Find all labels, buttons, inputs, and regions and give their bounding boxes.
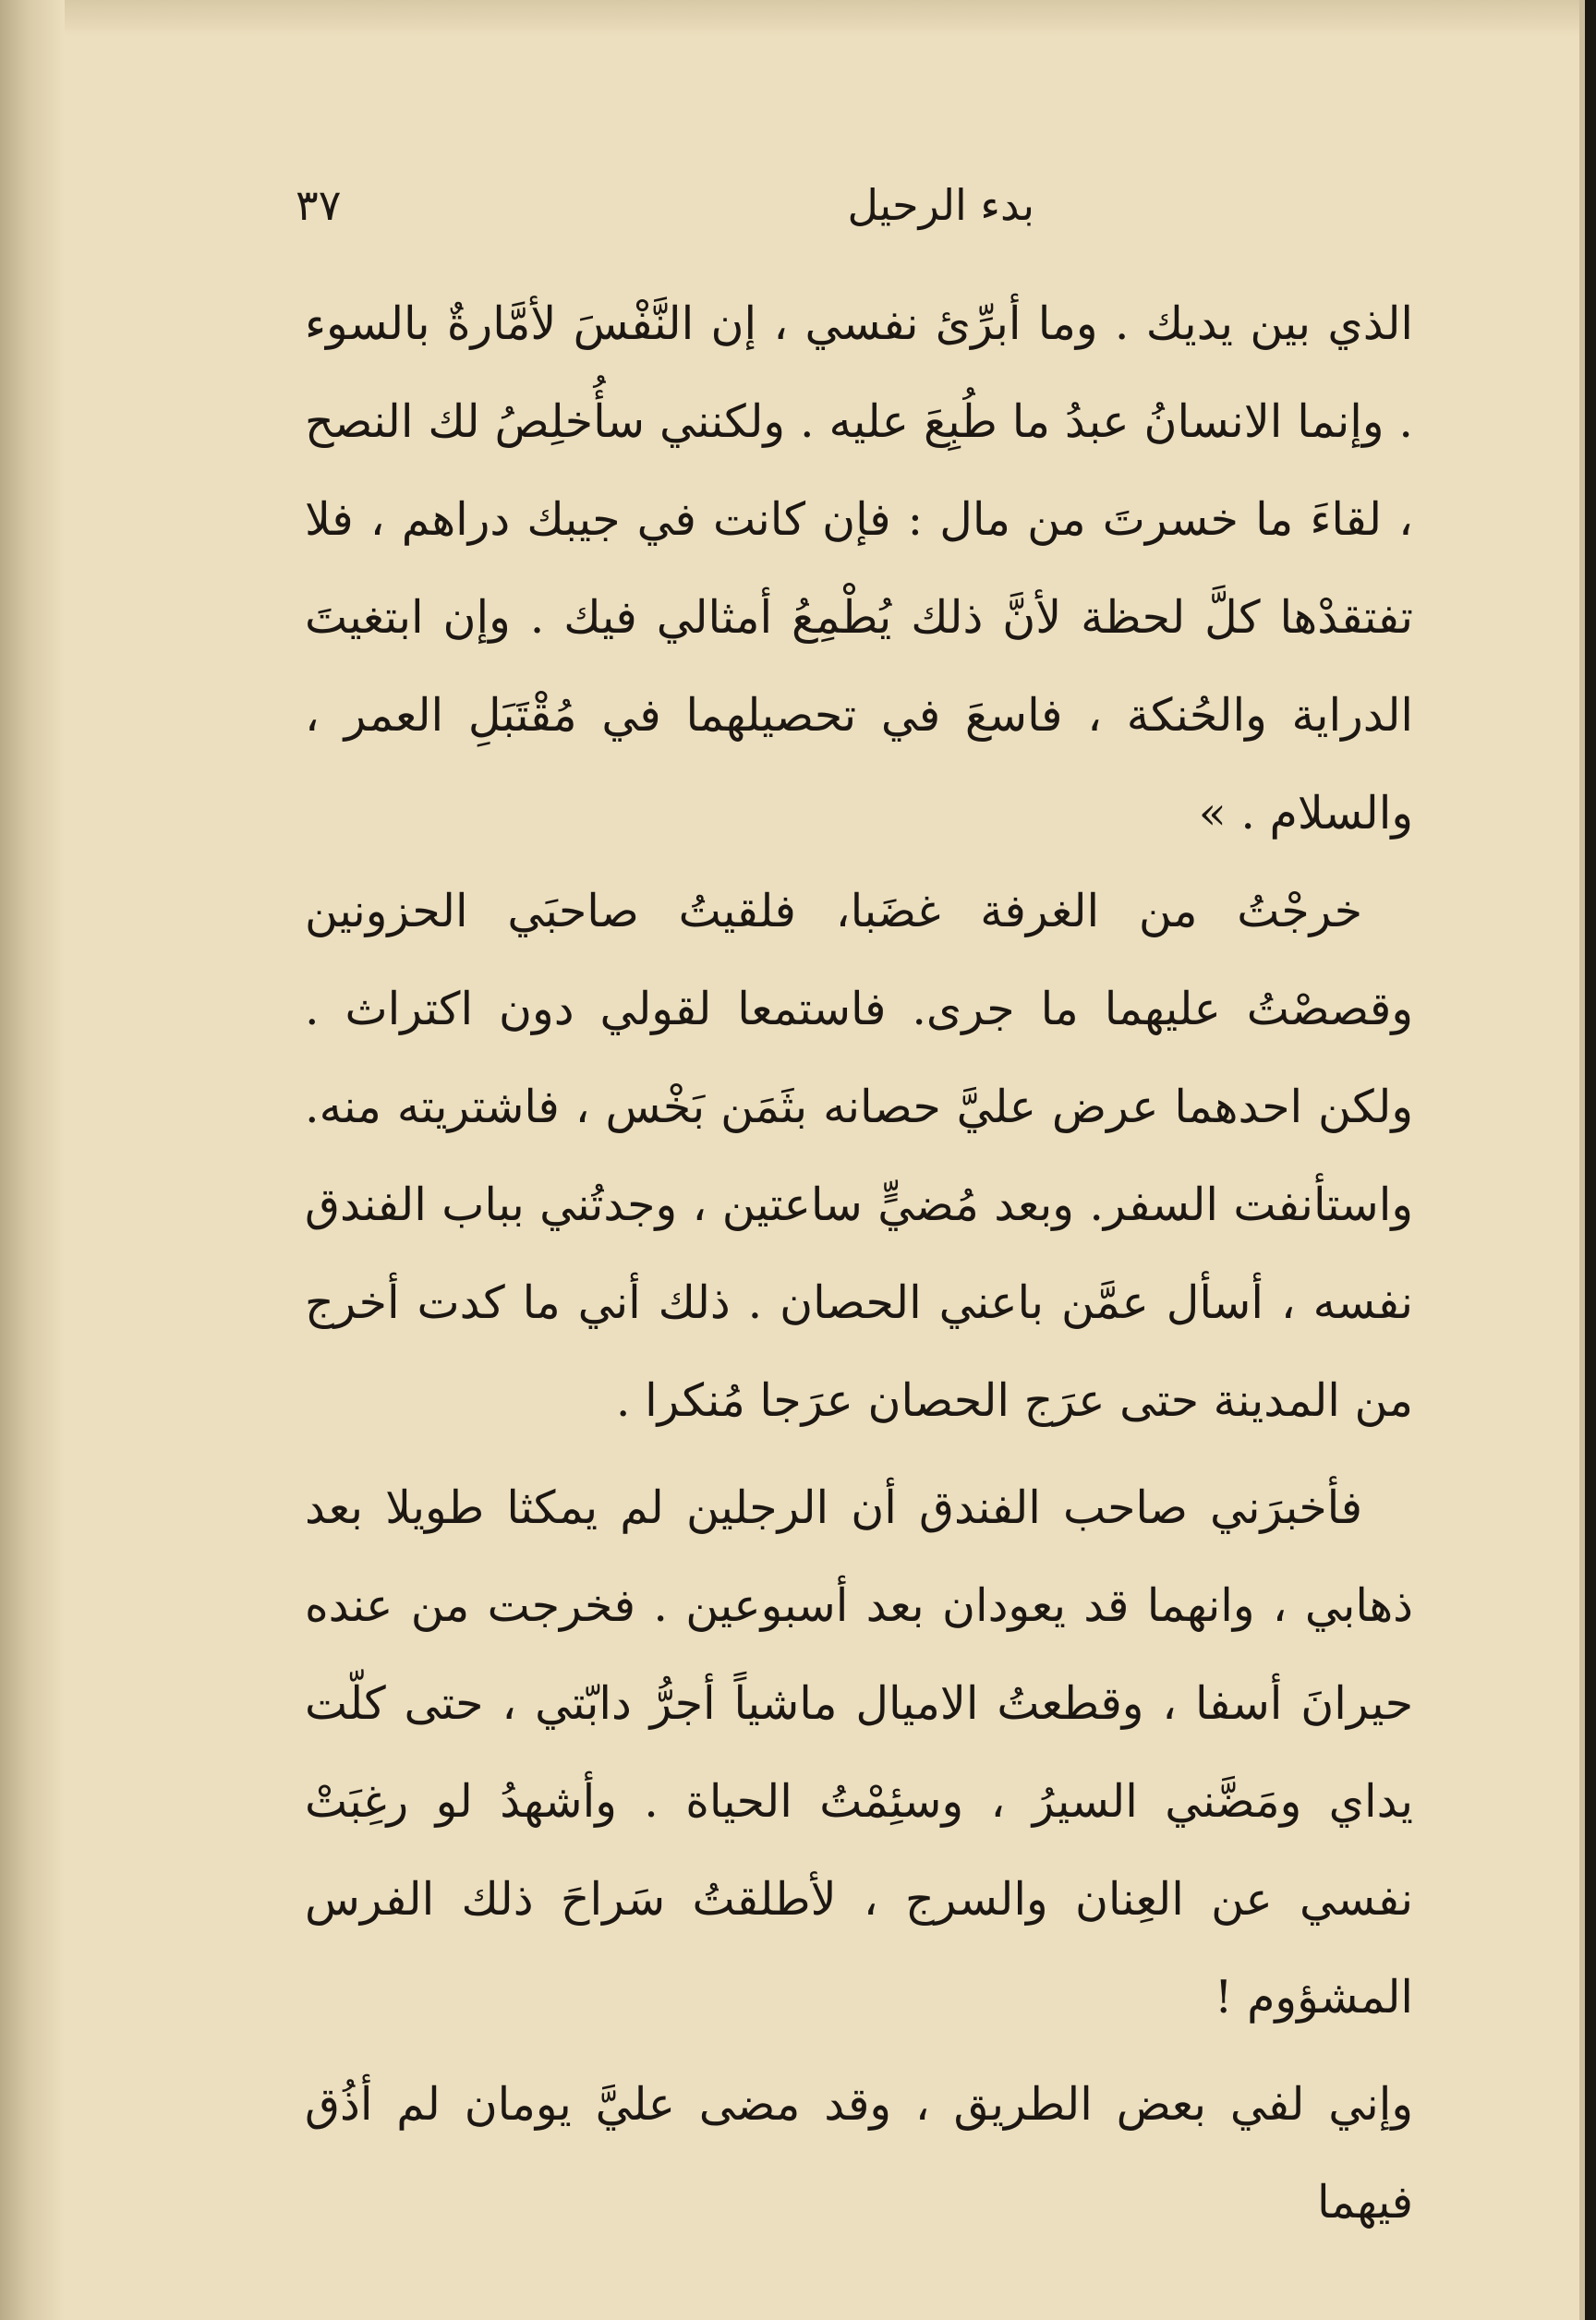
page-number: ٣٧ — [296, 180, 342, 230]
page-border — [1585, 0, 1596, 2320]
page-header — [296, 180, 1422, 245]
paragraph: فأخبرَني صاحب الفندق أن الرجلين لم يمكثا طويلا بعد ذهابي ، وانهما قد يعودان بعد أسبوعين . فخرجت من عنده حيرانَ أسفا ، وقطعتُ الاميال ماشياً أجرُّ دابّتي ، حتى كلّت يداي ومَضَّني السيرُ ، وسئِمْتُ الحياة . وأشهدُ لو رغِبَتْ نفسي عن العِنان والسرج ، لأطلقتُ سَراحَ ذلك الفرس المشؤوم ! — [305, 1481, 1413, 2024]
paragraph: الذي بين يديك . وما أبرِّئ نفسي ، إن النَّفْسَ لأمَّارةٌ بالسوء . وإنما الانسانُ عبدُ ما طُبِعَ عليه . ولكنني سأُخلِصُ لك النصح ، لقاءَ ما خسرتَ من مال : فإن كانت في جيبك دراهم ، فلا تفتقدْها كلَّ لحظة لأنَّ ذلك يُطْمِعُ أمثالي فيك . وإن ابتغيتَ الدراية والحُنكة ، فاسعَ في تحصيلهما في مُقْتَبَلِ العمر ، والسلام . » — [305, 297, 1413, 840]
page-top-shadow — [0, 0, 1596, 37]
paragraph: خرجْتُ من الغرفة غضَبا، فلقيتُ صاحبَي الحزونين وقصصْتُ عليهما ما جرى. فاستمعا لقولي دون اكتراث . ولكن احدهما عرض عليَّ حصانه بثَمَن بَخْس ، فاشتريته منه. واستأنفت السفر. وبعد مُضيٍّ ساعتين ، وجدتُني بباب الفندق نفسه ، أسأل عمَّن باعني الحصان . ذلك أني ما كدت أخرج من المدينة حتى عرَج الحصان عرَجا مُنكرا . — [305, 885, 1413, 1427]
paragraph: وإني لفي بعض الطريق ، وقد مضى عليَّ يومان لم أذُق فيهما — [305, 2078, 1413, 2229]
running-title: بدء الرحيل — [847, 180, 1034, 230]
body-text — [305, 275, 1413, 2252]
spine-shadow — [0, 0, 65, 2320]
